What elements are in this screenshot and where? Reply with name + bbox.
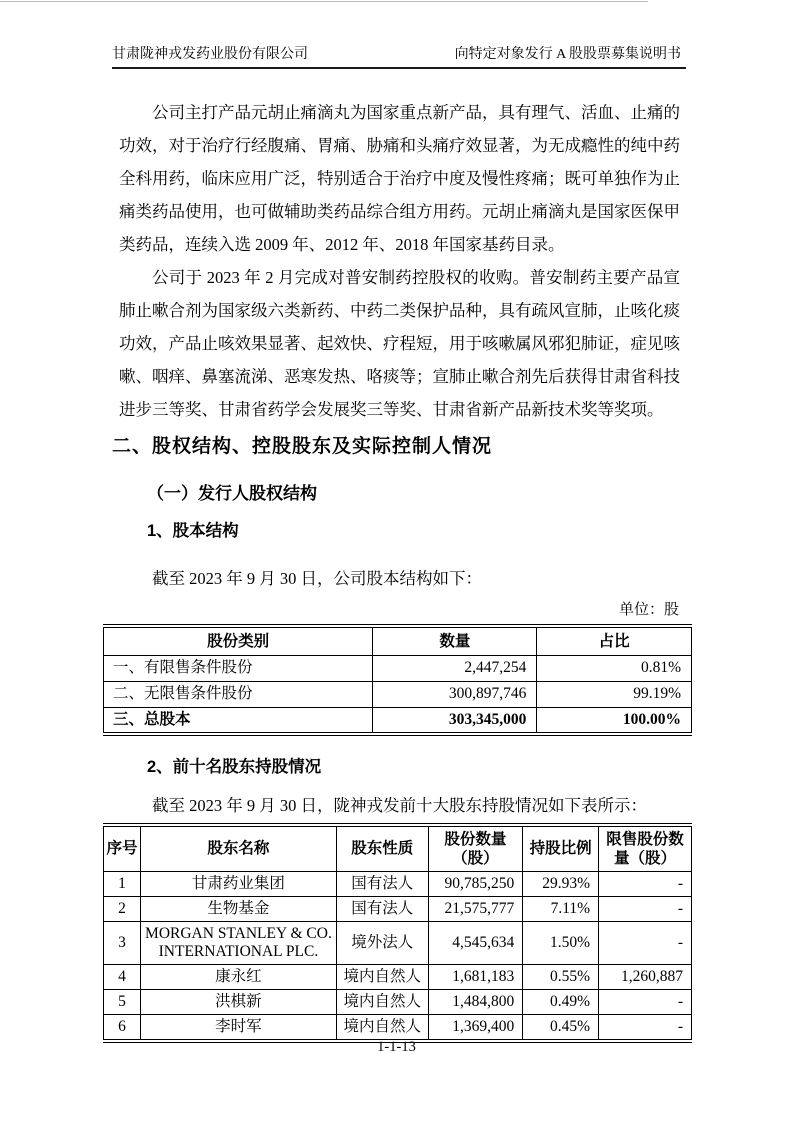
- capital-structure-table: [103, 624, 692, 736]
- header-company-name: 甘肃陇神戎发药业股份有限公司: [112, 47, 308, 62]
- section-heading: 二、股权结构、控股股东及实际控制人情况: [112, 436, 493, 457]
- table-row: [104, 989, 692, 1014]
- table-cell: 甘肃药业集团: [141, 871, 337, 896]
- table-cell: 3: [104, 921, 141, 964]
- column-header: 限售股份数量（股）: [599, 825, 692, 872]
- body-paragraph-2: 公司于 2023 年 2 月完成对普安制药控股权的收购。普安制药主要产品宣肺止嗽合剂为国家级六类新药、中药二类保护品种，具有疏风宣肺，止咳化痰功效，产品止咳效果显著、起效快、疗程短，用于咳嗽属风邪犯肺证，症见咳嗽、咽痒、鼻塞流涕、恶寒发热、咯痰等；宣肺止嗽合剂先后获得甘肃省科技进步三等奖、甘肃省药学会发展奖三等奖、甘肃省新产品新技术奖等奖项。: [119, 268, 680, 419]
- table-cell: 境外法人: [336, 921, 428, 964]
- top-holders-table: [103, 823, 692, 1043]
- table-cell: 生物基金: [141, 896, 337, 921]
- table-cell: 康永红: [141, 964, 337, 989]
- table-cell: 6: [104, 1014, 141, 1041]
- column-header: 数量: [373, 626, 537, 655]
- table-cell: 二、无限售条件股份: [104, 681, 373, 707]
- table-cell: 0.81%: [537, 655, 692, 681]
- table-row: [104, 921, 692, 964]
- table-cell: 境内自然人: [336, 1014, 428, 1041]
- table-cell: 1,484,800: [428, 989, 523, 1014]
- column-header: 股东名称: [141, 825, 337, 872]
- table-cell: 0.45%: [523, 1014, 599, 1041]
- table-cell: 境内自然人: [336, 964, 428, 989]
- table-cell: 1,260,887: [599, 964, 692, 989]
- table-cell: 4: [104, 964, 141, 989]
- table-cell: 洪棋新: [141, 989, 337, 1014]
- table-cell: 0.55%: [523, 964, 599, 989]
- column-header: 持股比例: [523, 825, 599, 872]
- table-cell: 90,785,250: [428, 871, 523, 896]
- table-cell: 1,681,183: [428, 964, 523, 989]
- table-cell: 境内自然人: [336, 989, 428, 1014]
- table-header-row: [104, 825, 692, 872]
- table-cell: -: [599, 989, 692, 1014]
- column-header: 股份类别: [104, 626, 373, 655]
- table-cell: 21,575,777: [428, 896, 523, 921]
- table-row: [104, 681, 692, 707]
- table-cell: -: [599, 896, 692, 921]
- table-row: [104, 896, 692, 921]
- table-cell: 2: [104, 896, 141, 921]
- table-cell: 2,447,254: [373, 655, 537, 681]
- table-cell: 李时军: [141, 1014, 337, 1041]
- table-cell: -: [599, 1014, 692, 1041]
- table-cell: 303,345,000: [373, 707, 537, 734]
- item-heading-share-capital: 1、股本结构: [147, 522, 239, 540]
- table-cell: 99.19%: [537, 681, 692, 707]
- table-row: [104, 655, 692, 681]
- table-cell: -: [599, 871, 692, 896]
- table-cell: 1: [104, 871, 141, 896]
- column-header: 股东性质: [336, 825, 428, 872]
- header-doc-title: 向特定对象发行 A 股股票募集说明书: [454, 47, 681, 62]
- table-cell: 国有法人: [336, 896, 428, 921]
- table-row: [104, 1014, 692, 1041]
- page-content: [103, 0, 692, 1043]
- column-header: 序号: [104, 825, 141, 872]
- table-cell: 300,897,746: [373, 681, 537, 707]
- top-holders-intro: 截至 2023 年 9 月 30 日，陇神戎发前十大股东持股情况如下表所示：: [152, 795, 647, 815]
- table-cell: 100.00%: [537, 707, 692, 734]
- column-header: 占比: [537, 626, 692, 655]
- table-cell: 29.93%: [523, 871, 599, 896]
- page-number: 1-1-13: [377, 1039, 416, 1055]
- table-row: [104, 964, 692, 989]
- capital-structure-intro: 截至 2023 年 9 月 30 日，公司股本结构如下：: [152, 569, 482, 588]
- column-header: 股份数量（股）: [428, 825, 523, 872]
- table-header-row: [104, 626, 692, 655]
- table-cell: 5: [104, 989, 141, 1014]
- body-paragraph-1: 公司主打产品元胡止痛滴丸为国家重点新产品，具有理气、活血、止痛的功效，对于治疗行经腹痛、胃痛、胁痛和头痛疗效显著，为无成瘾性的纯中药全科用药，临床应用广泛，特别适合于治疗中度及慢性疼痛；既可单独作为止痛类药品使用，也可做辅助类药品综合组方用药。元胡止痛滴丸是国家医保甲类药品，连续入选 2009 年、2012 年、2018 年国家基药目录。: [119, 103, 680, 254]
- table-row: [104, 871, 692, 896]
- table-cell: -: [599, 921, 692, 964]
- table-cell: 三、总股本: [104, 707, 373, 734]
- table-cell: MORGAN STANLEY & CO. INTERNATIONAL PLC.: [141, 921, 337, 964]
- table-cell: 1,369,400: [428, 1014, 523, 1041]
- table-cell: 0.49%: [523, 989, 599, 1014]
- item-heading-top-holders: 2、前十名股东持股情况: [147, 757, 322, 776]
- table-cell: 1.50%: [523, 921, 599, 964]
- table-cell: 一、有限售条件股份: [104, 655, 373, 681]
- table-cell: 7.11%: [523, 896, 599, 921]
- unit-note: 单位：股: [618, 602, 679, 618]
- table-cell: 国有法人: [336, 871, 428, 896]
- table-cell: 4,545,634: [428, 921, 523, 964]
- table-row: [104, 707, 692, 734]
- subsection-heading: （一）发行人股权结构: [147, 484, 317, 503]
